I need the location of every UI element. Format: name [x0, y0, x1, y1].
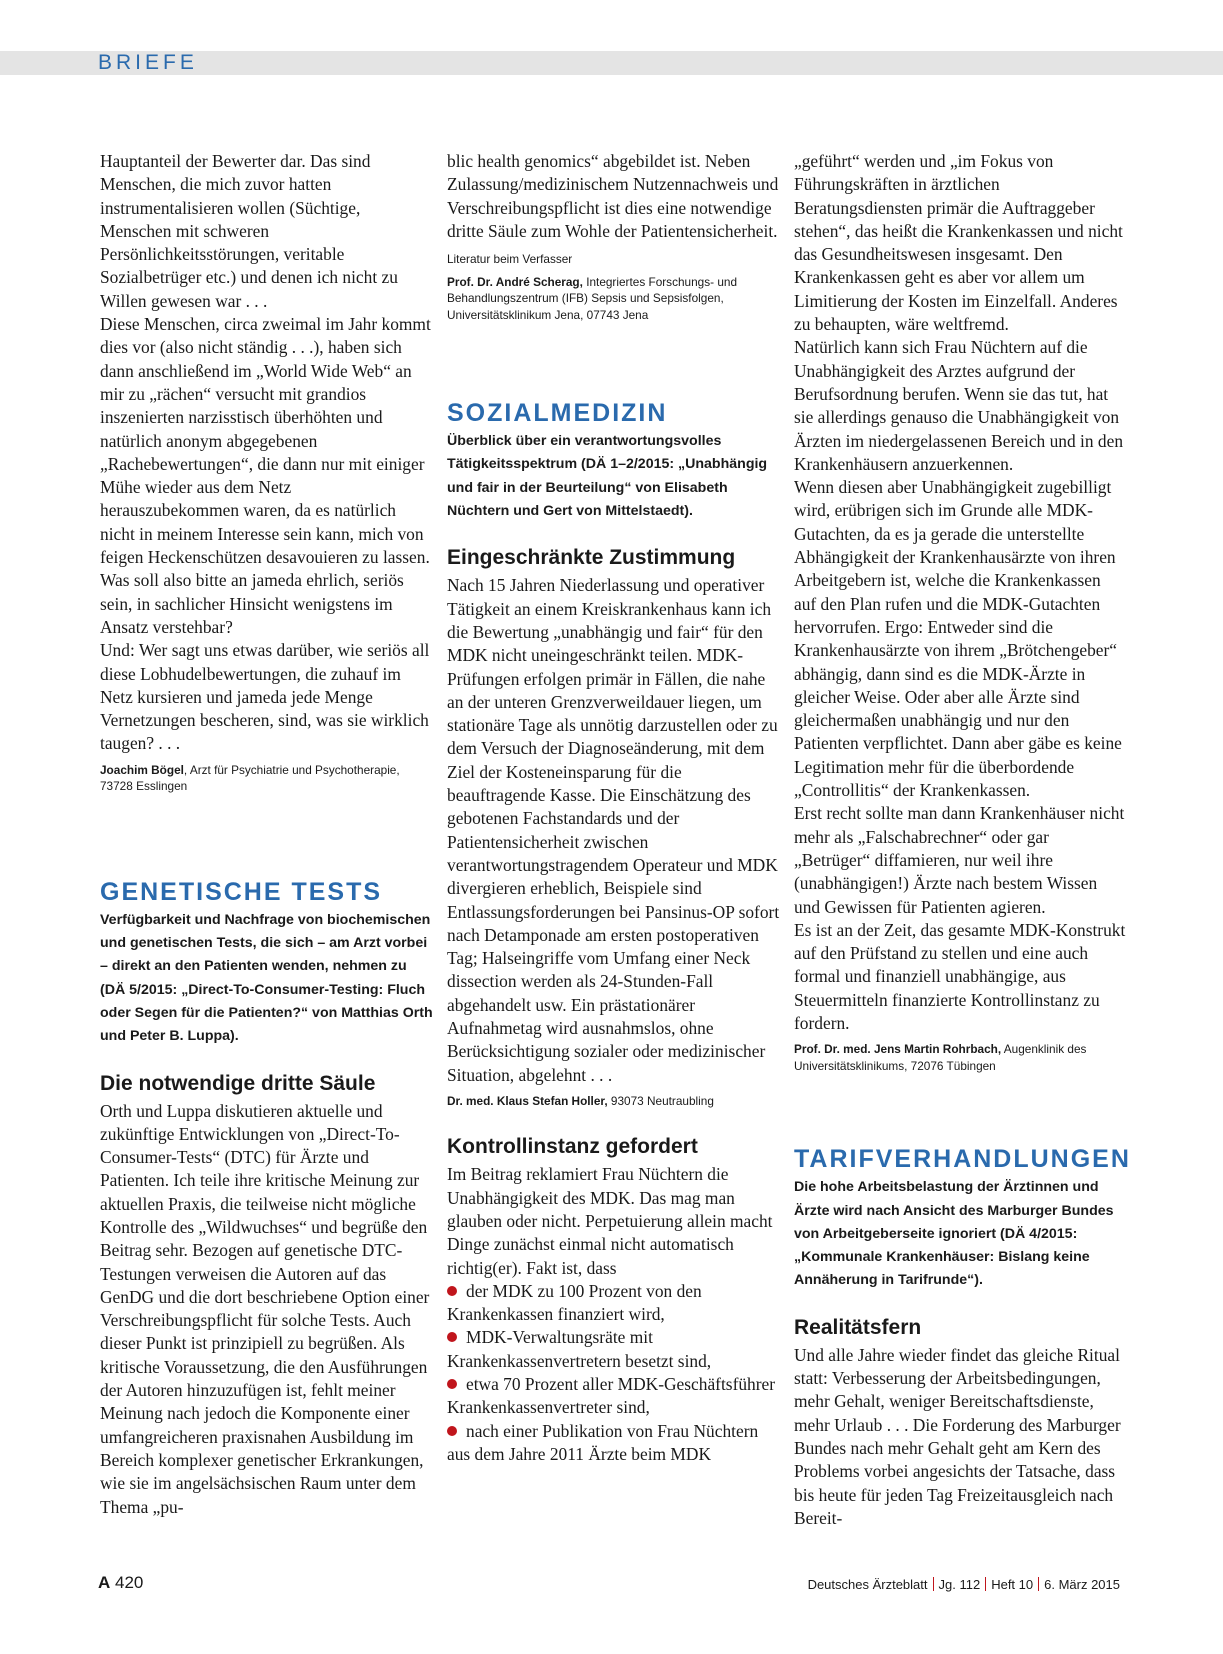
paragraph: Diese Menschen, circa zweimal im Jahr kommt dies vor (also nicht ständig . . .), haben sich dann anschließend im „World Wide Web“ an mir zu „rächen“ versucht mit grandios inszenierten narzisstisch überhöhten und natürlich anonym abgegebenen „Rachebewertungen“, die dann nur mit einiger Mühe wieder aus dem Netz herauszubekommen waren, da es natürlich nicht in meinem Interesse sein kann, mich von feigen Heckenschützen desavouieren zu lassen. — [100, 314, 431, 568]
page-number: A 420 — [98, 1573, 144, 1592]
author-name: Prof. Dr. med. Jens Martin Rohrbach, — [794, 1042, 1002, 1057]
bullet-item: MDK-Verwaltungsräte mit Krankenkassenvertretern besetzt sind, — [447, 1327, 712, 1371]
paragraph: Erst recht sollte man dann Krankenhäuser nicht mehr als „Falschabrechner“ oder gar „Betrüger“ diffamieren, nur weil ihre (unabhängigen!) Ärzte nach bestem Wissen und Gewissen für Patienten agieren. — [794, 803, 1125, 917]
topic-heading-genetic-tests: GENETISCHE TESTS — [100, 877, 383, 906]
bullet-dot-icon — [447, 1286, 457, 1296]
bullet-item: der MDK zu 100 Prozent von den Krankenkassen finanziert wird, — [447, 1280, 702, 1325]
bullet-dot-icon — [447, 1426, 457, 1436]
journal-info — [808, 1576, 1120, 1594]
author-signature — [447, 274, 780, 324]
letter-headline: Die notwendige dritte Säule — [100, 1071, 376, 1095]
author-affiliation: , Arzt für Psychiatrie und Psychotherapie, 73728 Esslingen — [100, 762, 400, 794]
topic-heading-tariff-negotiations: TARIFVERHANDLUNGEN — [794, 1145, 1131, 1174]
bullet-dot-icon — [447, 1332, 457, 1342]
paragraph: blic health genomics“ abgebildet ist. Neben Zulassung/medizinischem Nutzennachweis und Verschreibungspflicht ist dies eine notwendige dritte Säule zum Wohle der Patientensicherheit. — [447, 151, 779, 241]
author-affiliation: Integriertes Forschungs- und Behandlungszentrum (IFB) Sepsis und Sepsisfolgen, Universitätsklinikum Jena, 07743 Jena — [447, 274, 738, 322]
letter-body-2 — [100, 1100, 433, 1519]
paragraph: Nach 15 Jahren Niederlassung und operativer Tätigkeit an einem Kreiskrankenhaus kann ich die Bewertung „unabhängig und fair“ für den MDK nicht uneingeschränkt teilen. MDK-Prüfungen erfolgen primär in Fällen, die nahe an der unteren Grenzverweildauer liegen, um stationäre Tage als unnötig darzustellen oder zu dem Versuch der Diagnoseänderung, mit dem Ziel der Kosteneinsparung für die beauftragende Kasse. Die Einschätzung des gebotenen Fachstandards und der Patientensicherheit zwischen verantwortungstragendem Operateur und MDK divergieren erheblich, Beispiele sind Entlassungsforderungen bei Pansinus-OP sofort nach Detamponade am ersten postoperativen Tag; Halseingriffe vom Umfang einer Neck dissection werden als 24-Stunden-Fall abgehandelt usw. Ein prästationärer Aufnahmetag wird ausnahmslos, ohne Berücksichtigung sozialer oder medizinischer Situation, abgelehnt . . . — [447, 575, 780, 1085]
bullet-dot-icon — [447, 1379, 457, 1389]
letter-body-4 — [447, 574, 780, 1087]
separator — [985, 1577, 986, 1591]
literature-note: Literatur beim Verfasser — [447, 252, 573, 267]
section-label: BRIEFE — [98, 51, 198, 74]
author-name: Prof. Dr. André Scherag, — [447, 274, 583, 289]
author-affiliation: 93073 Neutraubling — [607, 1093, 714, 1108]
separator — [1038, 1577, 1039, 1591]
paragraph: Hauptanteil der Bewerter dar. Das sind Menschen, die mich zuvor hatten instrumentalisieren wollen (Süchtige, Menschen mit schweren Persönlichkeitsstörungen, veritable Sozialbetrüger etc.) und denen ich nicht zu Willen gewesen war . . . — [100, 151, 398, 311]
column-3 — [794, 150, 1131, 1530]
letter-headline: Realitätsfern — [794, 1315, 922, 1339]
letter-body-5 — [447, 1163, 780, 1466]
letter-body-6 — [794, 150, 1127, 1035]
paragraph: Und: Wer sagt uns etwas darüber, wie seriös all diese Lobhudelbewertungen, die zuhauf im Netz kursieren und jameda jede Menge Vernetzungen bescheren, sind, was sie wirklich taugen? . . . — [100, 640, 430, 754]
journal-issue: Heft 10 — [991, 1577, 1034, 1592]
author-signature — [447, 1093, 780, 1110]
letter-headline: Kontrollinstanz gefordert — [447, 1135, 698, 1159]
bullet-item: nach einer Publikation von Frau Nüchtern aus dem Jahre 2011 Ärzte beim MDK — [447, 1420, 759, 1464]
paragraph: Im Beitrag reklamiert Frau Nüchtern die Unabhängigkeit des MDK. Das mag man glauben oder nicht. Perpetuierung allein macht Dinge zunächst einmal nicht automatisch richtig(er). Fakt ist, dass — [447, 1164, 773, 1278]
paragraph: Es ist an der Zeit, das gesamte MDK-Konstrukt auf den Prüfstand zu stellen und eine auch formal und finanziell unabhängige, aus Steuermitteln finanzierte Kontrollinstanz zu fordern. — [794, 919, 1126, 1033]
topic-heading-social-medicine: SOZIALMEDIZIN — [447, 399, 668, 428]
letter-body-3 — [447, 150, 780, 243]
paragraph: „geführt“ werden und „im Fokus von Führungskräften in ärztlichen Beratungsdiensten primär die Auftraggeber stehen“, das heißt die Krankenkassen und nicht das Gesundheitswesen insgesamt. Den Krankenkassen geht es aber vor allem um Limitierung der Kosten im Einzelfall. Anderes zu behaupten, wäre weltfremd. — [794, 151, 1123, 335]
column-1 — [100, 150, 433, 1519]
author-name: Joachim Bögel — [100, 762, 184, 777]
separator — [933, 1577, 934, 1591]
topic-lead: Überblick über ein verantwortungsvolles Tätigkeitsspektrum (DÄ 1–2/2015: „Unabhängig und fair in der Beurteilung“ von Elisabeth Nüchtern und Gert von Mittelstaedt). — [447, 433, 768, 520]
journal-name: Deutsches Ärzteblatt — [807, 1577, 928, 1592]
author-signature — [794, 1041, 1127, 1074]
paragraph: Natürlich kann sich Frau Nüchtern auf die Unabhängigkeit des Arztes aufgrund der Berufsordnung berufen. Wenn sie das tut, hat sie allerdings genauso die Unabhängigkeit von Ärzten im niedergelassenen Bereich und in den Krankenhäusern anzuerkennen. — [794, 337, 1124, 474]
letter-headline: Eingeschränkte Zustimmung — [447, 546, 736, 570]
journal-volume: Jg. 112 — [938, 1577, 981, 1592]
topic-lead: Die hohe Arbeitsbelastung der Ärztinnen und Ärzte wird nach Ansicht des Marburger Bundes von Arbeitgeberseite ignoriert (DÄ 4/2015: „Kommunale Krankenhäuser: Bislang keine Annäherung in Tarifrunde“). — [794, 1179, 1114, 1289]
paragraph: Wenn diesen aber Unabhängigkeit zugebilligt wird, erübrigen sich im Grunde alle MDK-Gutachten, da es ja gerade die unterstellte Abhängigkeit der Krankenhausärzte von ihren Arbeitgebern ist, welche die Krankenkassen auf den Plan rufen und die MDK-Gutachten hervorrufen. Ergo: Entweder sind die Krankenhausärzte von ihrem „Brötchengeber“ abhängig, dann sind es die MDK-Ärzte in gleicher Weise. Oder aber alle Ärzte sind gleichermaßen unabhängig und nur den Patienten verpflichtet. Dann aber gäbe es keine Legitimation mehr für die überbordende „Controllitis“ der Krankenkassen. — [794, 477, 1122, 801]
paragraph: Und alle Jahre wieder findet das gleiche Ritual statt: Verbesserung der Arbeitsbedingungen, mehr Gehalt, weniger Bereitschaftsdienste, mehr Urlaub . . . Die Forderung des Marburger Bundes nach mehr Gehalt geht am Kern des Problems vorbei angesichts der Tatsache, dass bis heute für jeden Tag Freizeitausgleich nach Bereit- — [794, 1344, 1121, 1528]
bullet-item: etwa 70 Prozent aller MDK-Geschäftsführer Krankenkassenvertreter sind, — [447, 1374, 776, 1418]
bullet-list — [447, 1280, 780, 1466]
letter-body-1 — [100, 150, 433, 756]
paragraph: Orth und Luppa diskutieren aktuelle und zukünftige Entwicklungen von „Direct-To-Consumer-Tests“ (DTC) für Ärzte und Patienten. Ich teile ihre kritische Meinung zur aktuellen Praxis, die teilweise nicht mögliche Kontrolle des „Wildwuchses“ und begrüße den Beitrag sehr. Bezogen auf genetische DTC-Testungen verweisen die Autoren auf das GenDG und die dort beschriebene Option einer Verschreibungspflicht für solche Tests. Auch dieser Punkt ist prinzipiell zu begrüßen. Als kritische Voraussetzung, die den Ausführungen der Autoren hinzuzufügen ist, fehlt meiner Meinung nach jedoch die Komponente einer umfangreicheren praxisnahen Ausbildung im Bereich komplexer genetischer Erkrankungen, wie sie im angelsächsischen Raum unter dem Thema „pu- — [100, 1100, 430, 1517]
journal-date: 6. März 2015 — [1044, 1577, 1120, 1592]
author-affiliation: Augenklinik des Universitätsklinikums, 72076 Tübingen — [794, 1042, 1087, 1073]
topic-lead: Verfügbarkeit und Nachfrage von biochemischen und genetischen Tests, die sich – am Arzt vorbei – direkt an den Patienten wenden, nehmen zu (DÄ 5/2015: „Direct-To-Consumer-Testing: Fluch oder Segen für die Patienten?“ von Matthias Orth und Peter B. Luppa). — [100, 911, 433, 1045]
letter-body-7 — [794, 1344, 1127, 1530]
author-name: Dr. med. Klaus Stefan Holler, — [447, 1093, 608, 1108]
author-signature — [100, 762, 433, 795]
column-2 — [447, 150, 780, 1466]
paragraph: Was soll also bitte an jameda ehrlich, seriös sein, in sachlicher Hinsicht wenigstens im Ansatz verstehbar? — [100, 570, 404, 637]
